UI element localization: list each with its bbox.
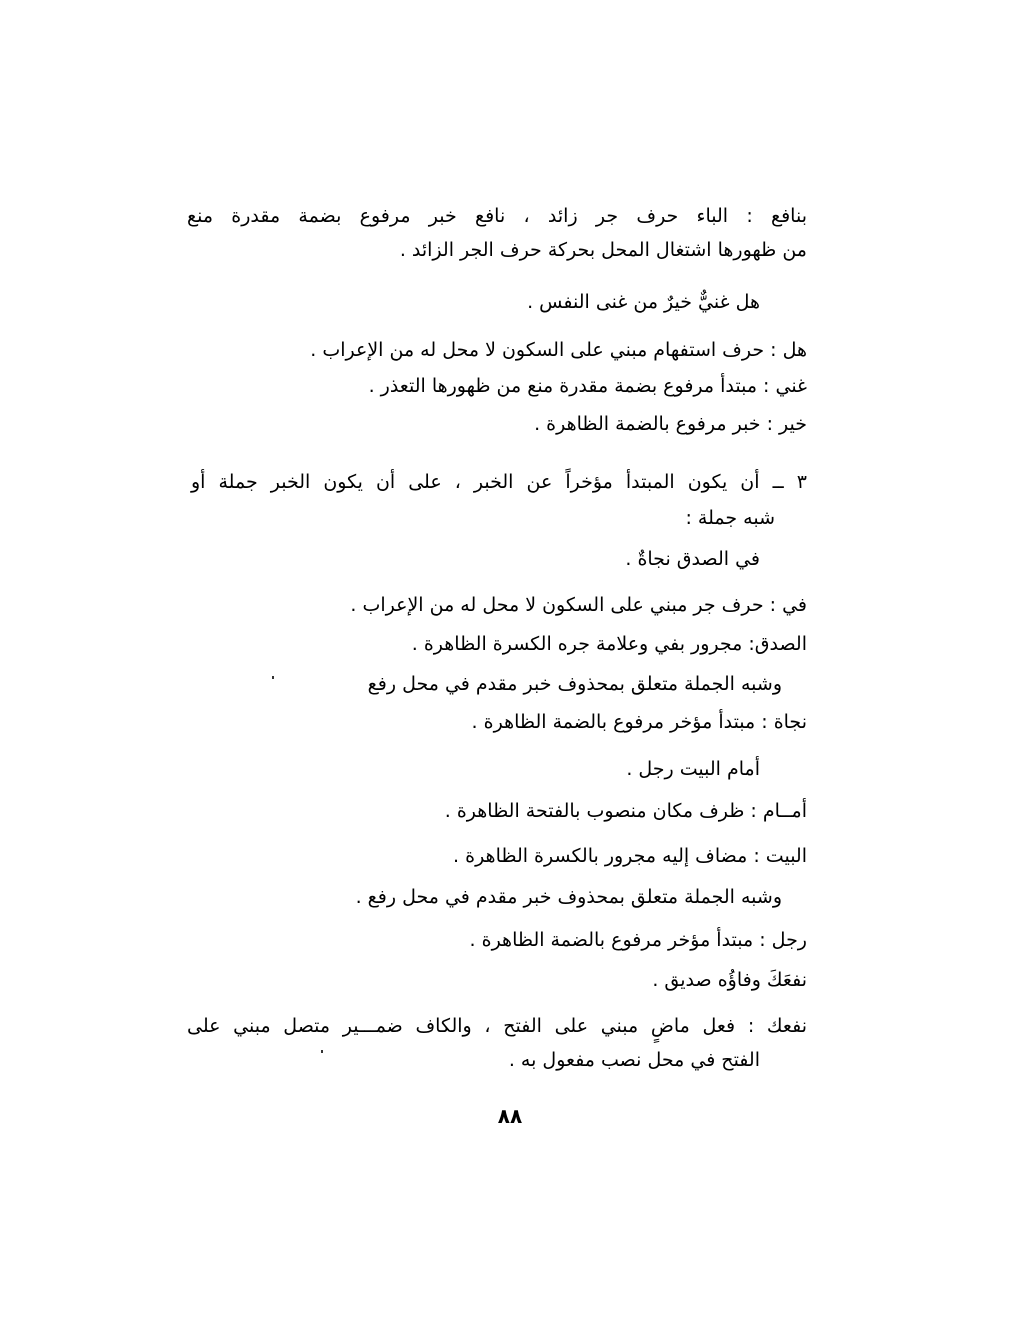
text-line: رجل : مبتدأ مؤخر مرفوع بالضمة الظاهرة .: [469, 929, 807, 951]
text-line: غني : مبتدأ مرفوع بضمة مقدرة منع من ظهورها التعذر .: [368, 375, 807, 397]
text-line: أمــام : ظرف مكان منصوب بالفتحة الظاهرة .: [444, 800, 807, 822]
text-line: في : حرف جر مبني على السكون لا محل له من الإعراب .: [350, 594, 807, 616]
page-number: ٨٨: [497, 1104, 523, 1128]
text-line: الفتح في محل نصب مفعول به .: [508, 1049, 760, 1071]
example-sentence: أمام البيت رجل .: [626, 758, 760, 780]
text-line: شبه جملة :: [685, 507, 775, 529]
example-sentence: في الصدق نجاةٌ .: [625, 548, 760, 570]
text-line: بنافع : الباء حرف جر زائد ، نافع خبر مرفوع بضمة مقدرة منع: [187, 205, 807, 227]
example-sentence: هل غنيٌّ خيرٌ من غنى النفس .: [527, 291, 760, 313]
text-line: نجاة : مبتدأ مؤخر مرفوع بالضمة الظاهرة .: [471, 711, 807, 733]
text-line: البيت : مضاف إليه مجرور بالكسرة الظاهرة .: [453, 845, 807, 867]
scan-speck: [321, 1050, 323, 1053]
text-line: هل : حرف استفهام مبني على السكون لا محل له من الإعراب .: [310, 339, 807, 361]
text-line: وشبه الجملة متعلق بمحذوف خبر مقدم في محل رفع .: [355, 886, 782, 908]
text-line: من ظهورها اشتغال المحل بحركة حرف الجر الزائد .: [399, 239, 807, 261]
text-line: نفعك : فعل ماضٍ مبني على الفتح ، والكاف ضمـــير متصل مبني على: [187, 1015, 807, 1037]
scan-speck: [272, 676, 274, 679]
rule-heading: ٣ ــ أن يكون المبتدأ مؤخراً عن الخبر ، على أن يكون الخبر جملة أو: [191, 471, 807, 493]
text-line: الصدق: مجرور بفي وعلامة جره الكسرة الظاهرة .: [411, 633, 807, 655]
text-line: خير : خبر مرفوع بالضمة الظاهرة .: [534, 413, 807, 435]
example-sentence: نفعَكَ وفاؤُه صديق .: [652, 969, 807, 991]
text-line: وشبه الجملة متعلق بمحذوف خبر مقدم في محل رفع: [367, 673, 782, 695]
